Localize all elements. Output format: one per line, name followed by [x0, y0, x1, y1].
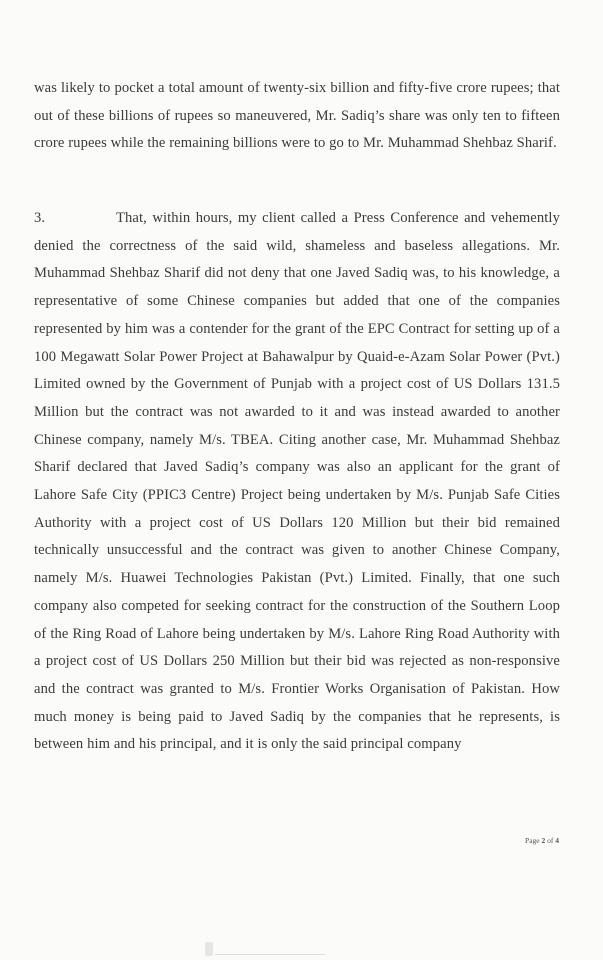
paragraph-3 [34, 205, 560, 759]
page-of: of [547, 836, 554, 845]
page-number: 2 [541, 836, 546, 845]
paragraph-continuation: was likely to pocket a total amount of twenty-six billion and fifty-five crore rupees; that out of these billions of rupees so maneuvered, Mr. Sadiq’s share was only ten to fifteen crore rupees while the remaining billions were to go to Mr. Muhammad Shehbaz Sharif. [34, 80, 560, 152]
scan-artifact [205, 942, 213, 956]
page-prefix: Page [525, 836, 540, 845]
paragraph-3-text: That, within hours, my client called a Press Conference and vehemently denied the correctness of the said wild, shameless and baseless allegations. Mr. Muhammad Shehbaz Sharif did not deny that one Javed Sadiq was, to his knowledge, a representative of some Chinese companies but added that one of the companies represented by him was a contender for the grant of the EPC Contract for setting up of a 100 Megawatt Solar Power Project at Bahawalpur by Quaid-e-Azam Solar Power (Pvt.) Limited owned by the Government of Punjab with a project cost of US Dollars 131.5 Million but the contract was not awarded to it and was instead awarded to another Chinese company, namely M/s. TBEA. Citing another case, Mr. Muhammad Shehbaz Sharif declared that Javed Sadiq’s company was also an applicant for the grant of Lahore Safe City (PPIC3 Centre) Project being undertaken by M/s. Punjab Safe Cities Authority with a project cost of US Dollars 120 Million but their bid remained technically unsuccessful and the contract was given to another Chinese Company, namely M/s. Huawei Technologies Pakistan (Pvt.) Limited. Finally, that one such company also competed for seeking contract for the construction of the Southern Loop of the Ring Road of Lahore being undertaken by M/s. Lahore Ring Road Authority with a project cost of US Dollars 250 Million but their bid was rejected as non-responsive and the contract was granted to M/s. Frontier Works Organisation of Pakistan. How much money is being paid to Javed Sadiq by the companies that he represents, is between him and his principal, and it is only the said principal company [34, 210, 560, 753]
scan-line [215, 954, 325, 955]
paragraph-number: 3. [34, 210, 46, 226]
page-footer [525, 836, 559, 845]
page-total: 4 [555, 836, 559, 845]
